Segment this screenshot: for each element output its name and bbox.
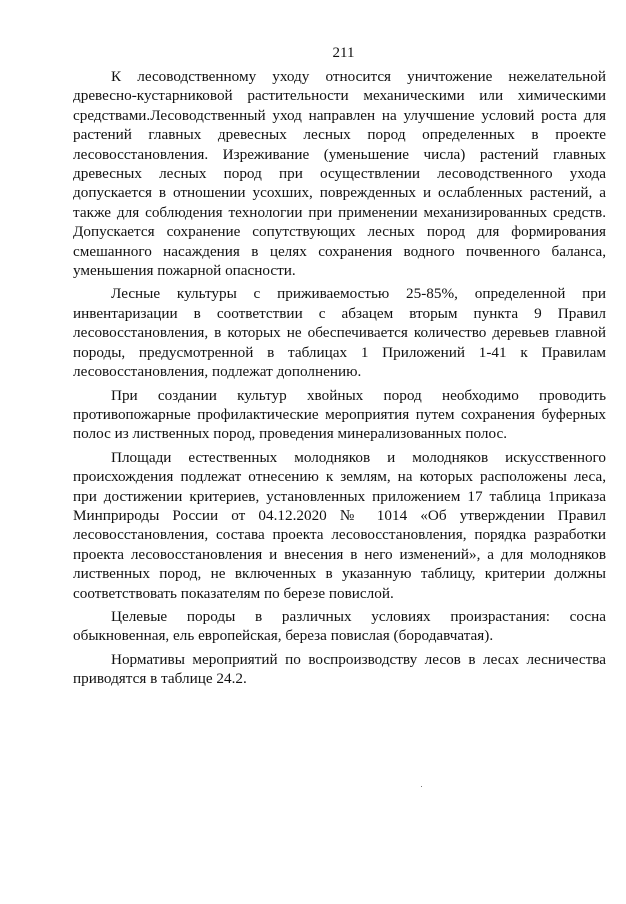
paragraph-young-stands: Площади естественных молодняков и молодняков искусственного происхождения подлежат отнесению к землям, на которых расположены леса, при достижении критериев, установленных приложением 17 таблица 1приказа Минприроды России от 04.12.2020 № 1014 «Об утверждении Правил лесовосстановления, состава проекта лесовосстановления, порядка разработки проекта лесовосстановления и внесения в него изменений», а для молодняков лиственных пород, не включенных в указанную таблицу, критерии должны соответствовать показателям по березе повислой. xyxy=(73,448,606,602)
paragraph-target-species: Целевые породы в различных условиях произрастания: сосна обыкновенная, ель европейская, береза повислая (бородавчатая). xyxy=(73,607,606,645)
paragraph-forest-care: К лесоводственному уходу относится уничтожение нежелательной древесно-кустарниковой растительности механическими или химическими средствами.Лесоводственный уход направлен на улучшение условий роста для растений главных древесных лесных пород определенных в проекте лесовосстановления. Изреживание (уменьшение числа) растений главных древесных лесных пород при осуществлении лесоводственного ухода допускается в отношении усохших, поврежденных и ослабленных растений, а также для соблюдения технологии при применении механизированных средств. Допускается сохранение сопутствующих лесных пород для формирования смешанного насаждения в целях сохранения водного почвенного баланса, уменьшения пожарной опасности. xyxy=(73,68,606,280)
paragraph-norms: Нормативы мероприятий по воспроизводству лесов в лесах лесничества приводятся в таблице 24.2. xyxy=(73,650,606,688)
page-number: 211 xyxy=(332,45,355,61)
scan-speck xyxy=(421,786,422,787)
document-page xyxy=(73,44,606,689)
paragraph-fire-prevention: При создании культур хвойных пород необходимо проводить противопожарные профилактические мероприятия путем сохранения буферных полос из лиственных пород, проведения минерализованных полос. xyxy=(73,386,606,443)
paragraph-forest-cultures: Лесные культуры с приживаемостью 25-85%, определенной при инвентаризации в соответствии с абзацем вторым пункта 9 Правил лесовосстановления, в которых не обеспечивается количество деревьев главной породы, предусмотренной в таблицах 1 Приложений 1-41 к Правилам лесовосстановления, подлежат дополнению. xyxy=(73,285,606,381)
